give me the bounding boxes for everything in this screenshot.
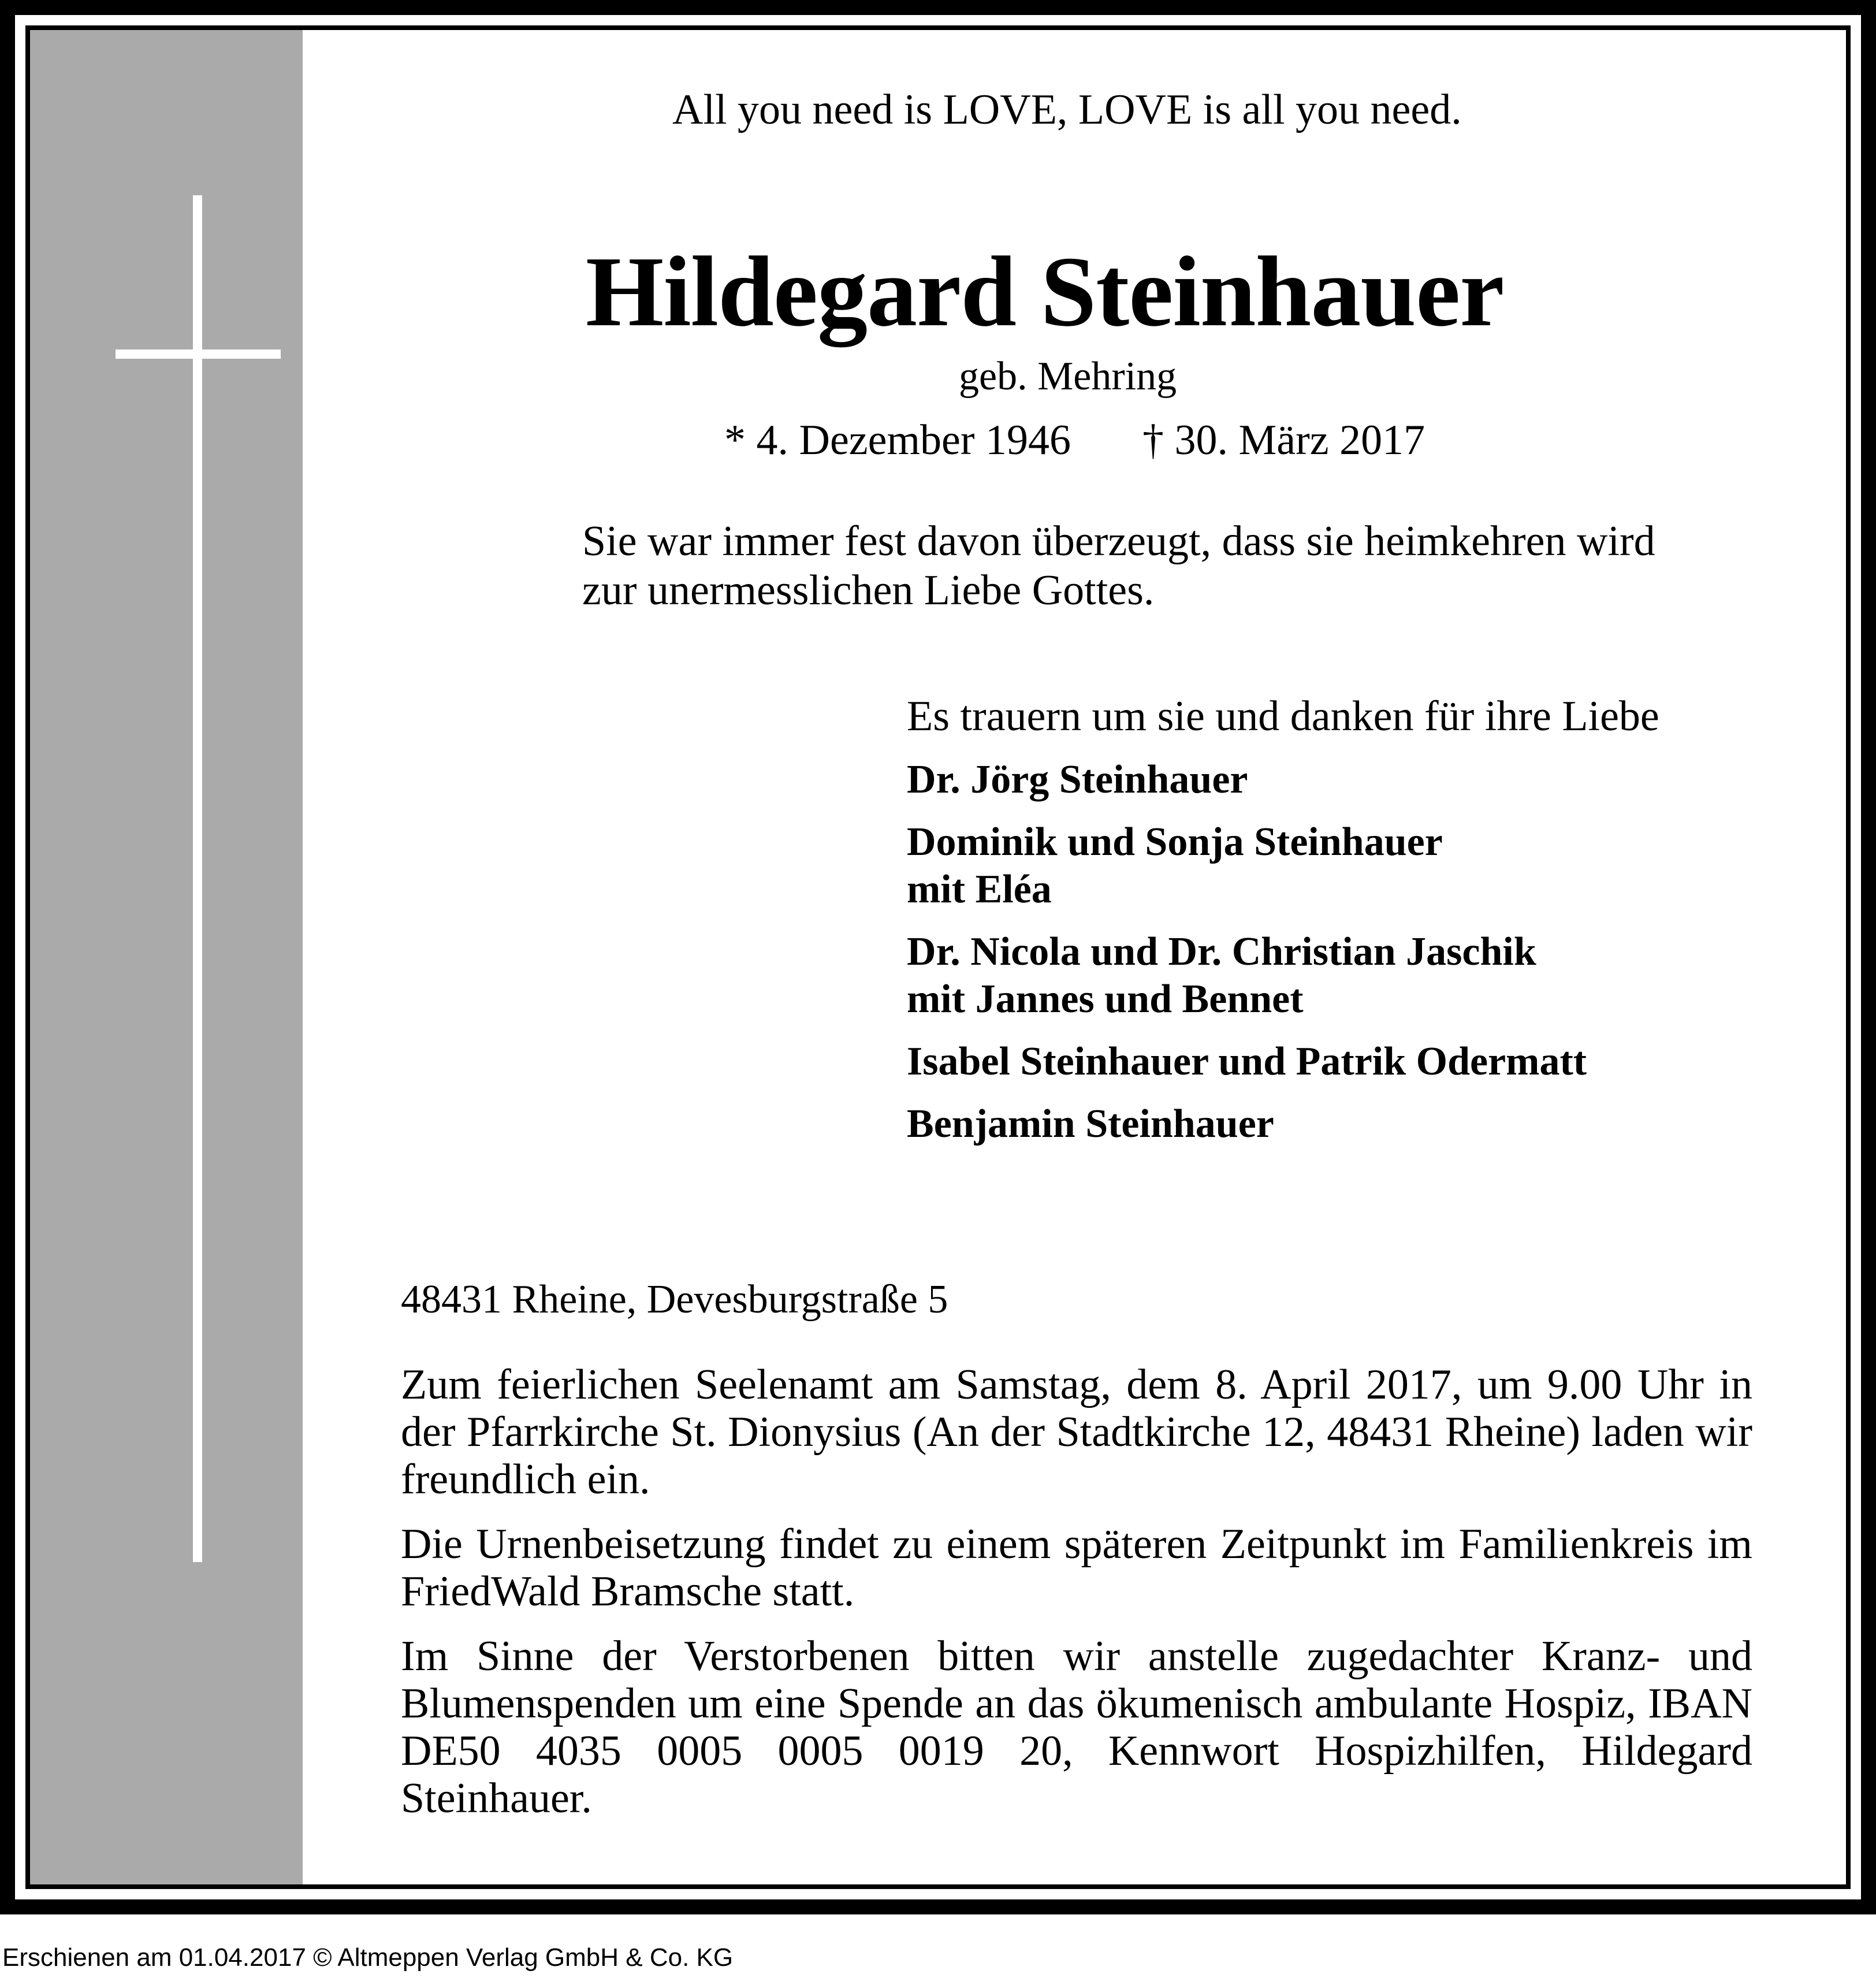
- donation-paragraph: Im Sinne der Verstorbenen bitten wir anstelle zugedachter Kranz- und Blumenspenden um eine Spende an das ökumenisch ambulante Hospiz, IBAN DE50 4035 0005 0005 0019 20, Kennwort Hospizhilfen, Hildegard Steinhauer.: [401, 1633, 1752, 1822]
- quote-line: Sie war immer fest davon überzeugt, dass sie heimkehren wird: [582, 518, 1655, 565]
- motto: All you need is LOVE, LOVE is all you need.: [672, 86, 1462, 133]
- mourner-name: mit Jannes und Bennet: [907, 977, 1304, 1021]
- deceased-name: Hildegard Steinhauer: [586, 236, 1504, 347]
- mourner-name: mit Eléa: [907, 867, 1052, 912]
- mourner-name: Dominik und Sonja Steinhauer: [907, 820, 1443, 864]
- side-panel: [30, 30, 303, 1884]
- quote-line: zur unermesslichen Liebe Gottes.: [582, 567, 1155, 614]
- cross-vertical-bar: [193, 195, 202, 1562]
- maiden-name: geb. Mehring: [959, 354, 1177, 399]
- burial-paragraph: Die Urnenbeisetzung findet zu einem späteren Zeitpunkt im Familienkreis im FriedWald Bramsche statt.: [401, 1520, 1752, 1615]
- publication-footer: Erschienen am 01.04.2017 © Altmeppen Verlag GmbH & Co. KG: [2, 1943, 734, 1972]
- death-date: † 30. März 2017: [1142, 417, 1425, 464]
- cross-horizontal-bar: [116, 350, 281, 359]
- mourner-name: Dr. Jörg Steinhauer: [907, 757, 1248, 802]
- mourners-intro: Es trauern um sie und danken für ihre Liebe: [907, 693, 1659, 740]
- service-paragraph: Zum feierlichen Seelenamt am Samstag, dem 8. April 2017, um 9.00 Uhr in der Pfarrkirche St. Dionysius (An der Stadtkirche 12, 48431 Rheine) laden wir freundlich ein.: [401, 1361, 1752, 1503]
- family-address: 48431 Rheine, Devesburgstraße 5: [401, 1277, 948, 1322]
- mourner-name: Benjamin Steinhauer: [907, 1102, 1274, 1146]
- mourner-name: Dr. Nicola und Dr. Christian Jaschik: [907, 929, 1536, 974]
- birth-date: * 4. Dezember 1946: [724, 417, 1071, 464]
- mourner-name: Isabel Steinhauer und Patrik Odermatt: [907, 1039, 1587, 1084]
